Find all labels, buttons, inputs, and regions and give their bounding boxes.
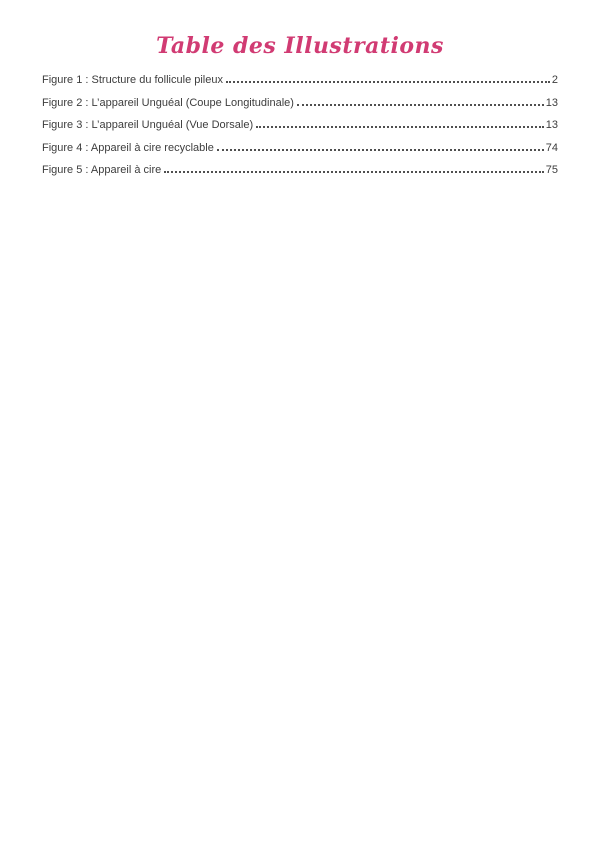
dot-leader <box>164 171 544 173</box>
toc-entry-page-number: 75 <box>545 164 558 177</box>
toc-entry-figure-3[interactable] <box>42 119 558 142</box>
toc-entry-label: Figure 1 : Structure du follicule pileux <box>42 74 223 86</box>
toc-entry-figure-5[interactable] <box>42 164 558 187</box>
toc-entry-label: Figure 5 : Appareil à cire <box>42 164 162 177</box>
toc-entry-figure-2[interactable] <box>42 97 558 120</box>
toc-entry-label: Figure 3 : L’appareil Unguéal (Vue Dorsale) <box>42 119 254 132</box>
toc-entry-page-number: 74 <box>545 141 558 154</box>
dot-leader <box>297 104 544 106</box>
toc-entry-page-number: 13 <box>545 119 558 132</box>
toc-entry-page-number: 2 <box>551 74 558 86</box>
dot-leader <box>226 81 550 83</box>
toc-entry-figure-1[interactable] <box>42 74 558 97</box>
toc-entry-label: Figure 4 : Appareil à cire recyclable <box>42 141 214 154</box>
toc-entry-figure-4[interactable] <box>42 142 558 165</box>
toc-entry-page-number: 13 <box>545 96 558 109</box>
dot-leader <box>217 149 544 151</box>
table-of-illustrations <box>42 74 558 187</box>
page-title: Table des Illustrations <box>156 33 444 59</box>
dot-leader <box>256 126 544 128</box>
toc-entry-label: Figure 2 : L’appareil Unguéal (Coupe Longitudinale) <box>42 96 294 109</box>
